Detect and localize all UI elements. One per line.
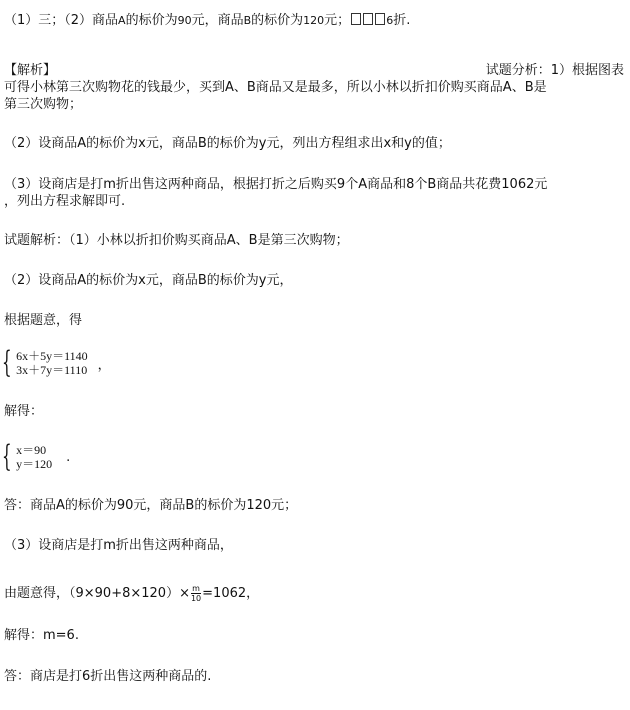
- analysis-line: ，列出方程求解即可.: [4, 194, 126, 209]
- solution-line: 答：商店是打6折出售这两种商品的.: [4, 669, 212, 684]
- left-brace-icon: {: [2, 345, 12, 380]
- solution-line: （2）设商品A的标价为x元，商品B的标价为y元，: [4, 273, 293, 288]
- solution-line: 解得：: [4, 404, 44, 419]
- missing-glyph-icon: [351, 13, 361, 25]
- missing-glyph-icon: [363, 13, 373, 25]
- equation: x＝90: [16, 443, 47, 457]
- analysis-line: 第三次购物；: [4, 97, 83, 112]
- fraction: $\frac{m}{10}$: [190, 584, 202, 603]
- equation: y＝120: [16, 457, 53, 471]
- analysis-line: 可得小林第三次购物花的钱最少，买到A、B商品又是最多，所以小林以折扣价购买商品A、B是: [4, 80, 547, 95]
- analysis-heading: 【解析】: [4, 63, 57, 78]
- analysis-line: （2）设商品A的标价为x元，商品B的标价为y元，列出方程组求出x和y的值；: [4, 136, 451, 151]
- equation-system: { 6x＋5y＝1140 3x＋7y＝1110 ，: [2, 345, 111, 380]
- solution-line: 试题解析：（1）小林以折扣价购买商品A、B是第三次购物；: [4, 233, 349, 248]
- solution-line: 解得：m=6.: [4, 628, 79, 643]
- missing-glyph-icon: [375, 13, 385, 25]
- solution-line: （3）设商店是打m折出售这两种商品，: [4, 538, 233, 553]
- left-brace-icon: {: [2, 439, 12, 474]
- analysis-line: （3）设商店是打m折出售这两种商品，根据打折之后购买9个A商品和8个B商品共花费1062元: [4, 177, 548, 192]
- answer-summary-line: （1）三；（2）商品A的标价为90元，商品B的标价为120元； 6折.: [4, 13, 411, 28]
- analysis-intro-text: 试题分析：1）根据图表: [485, 63, 624, 78]
- solution-line: 答：商品A的标价为90元，商品B的标价为120元；: [4, 498, 298, 513]
- equation: 3x＋7y＝1110: [16, 363, 88, 377]
- solution-equation-line: 由题意得，（9×90+8×120）× $\frac{m}{10}$ =1062，: [4, 584, 260, 603]
- solution-system: { x＝90 y＝120 .: [2, 439, 71, 474]
- solution-line: 根据题意，得: [4, 313, 83, 328]
- equation: 6x＋5y＝1140: [16, 349, 88, 363]
